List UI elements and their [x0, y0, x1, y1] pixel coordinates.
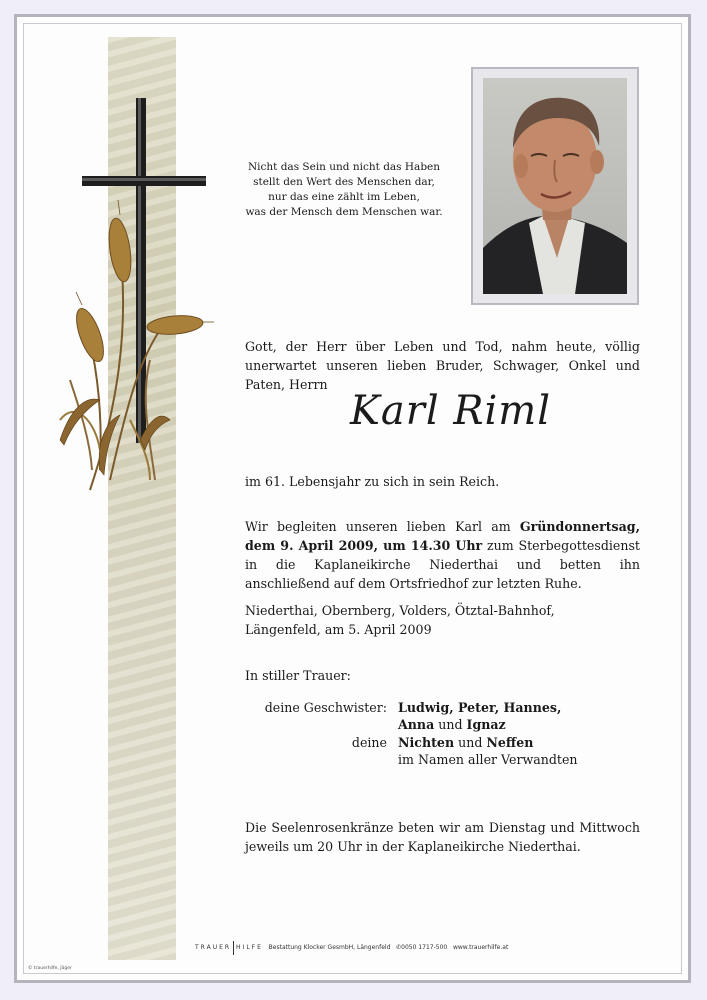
- motto-line: was der Mensch dem Menschen war.: [245, 206, 443, 218]
- conjunction: und: [454, 735, 487, 750]
- motto-line: stellt den Wert des Menschen dar,: [253, 176, 435, 188]
- deceased-name: Karl Riml: [350, 388, 551, 434]
- date-line: Längenfeld, am 5. April 2009: [245, 622, 432, 637]
- phone-icon: ✆: [396, 944, 402, 951]
- funeral-text-part: zum Sterbegottesdienst in die Kaplaneikirche Niederthai und betten ihn anschließend auf dem Ortsfriedhof zur letzten Ruhe.: [245, 538, 640, 591]
- phone-number: 0050 1717-500: [401, 944, 448, 951]
- relatives-all: im Namen aller Verwandten: [398, 752, 578, 767]
- portrait-photo: [483, 78, 627, 294]
- funeral-text: [245, 517, 640, 593]
- relatives-names-siblings: [398, 700, 561, 715]
- relatives-names-nieces: [398, 735, 533, 750]
- brand-left: TRAUER: [195, 944, 232, 951]
- relatives-name: Ignaz: [466, 717, 506, 732]
- relatives-label-nieces: deine: [351, 735, 387, 750]
- footer: [195, 941, 515, 957]
- cross-icon: [82, 98, 206, 443]
- funeral-text-part: Wir begleiten unseren lieben Karl am: [245, 519, 520, 534]
- website-link[interactable]: www.trauerhilfe.at: [452, 944, 509, 951]
- motto-line: Nicht das Sein und nicht das Haben: [247, 161, 441, 173]
- company-name: Bestattung Klocker GesmbH, Längenfeld: [268, 944, 391, 951]
- intro-text: Gott, der Herr über Leben und Tod, nahm heute, völlig unerwartet unseren lieben Bruder, Schwager, Onkel und Paten, Herrn: [245, 339, 640, 392]
- place-line: Niederthai, Obernberg, Volders, Ötztal-Bahnhof,: [245, 603, 555, 618]
- relatives-name: Anna: [398, 717, 435, 732]
- portrait-frame: [471, 67, 639, 305]
- copyright: © trauerhilfe, Jäger: [28, 966, 72, 971]
- relatives-name: Nichten: [398, 735, 455, 750]
- relatives-label-siblings: deine Geschwister:: [264, 700, 387, 715]
- rosary-text: Die Seelenrosenkränze beten wir am Dienstag und Mittwoch jeweils um 20 Uhr in der Kaplaneikirche Niederthai.: [245, 820, 640, 854]
- motto-line: nur das eine zählt im Leben,: [268, 191, 420, 203]
- motto-verse: [222, 160, 466, 220]
- age-text: im 61. Lebensjahr zu sich in sein Reich.: [245, 474, 500, 489]
- brand-logo: [195, 944, 263, 951]
- relatives-names-siblings-2: [398, 717, 506, 732]
- conjunction: und: [434, 717, 467, 732]
- brand-right: HILFE: [236, 944, 263, 951]
- mourning-heading: In stiller Trauer:: [245, 668, 351, 683]
- relatives-names: Ludwig, Peter, Hannes,: [398, 700, 562, 715]
- funeral-date: Gründonnertsag, dem 9. April 2009, um 14.30 Uhr: [245, 519, 640, 553]
- place-date: [245, 601, 640, 639]
- relatives-name: Neffen: [486, 735, 534, 750]
